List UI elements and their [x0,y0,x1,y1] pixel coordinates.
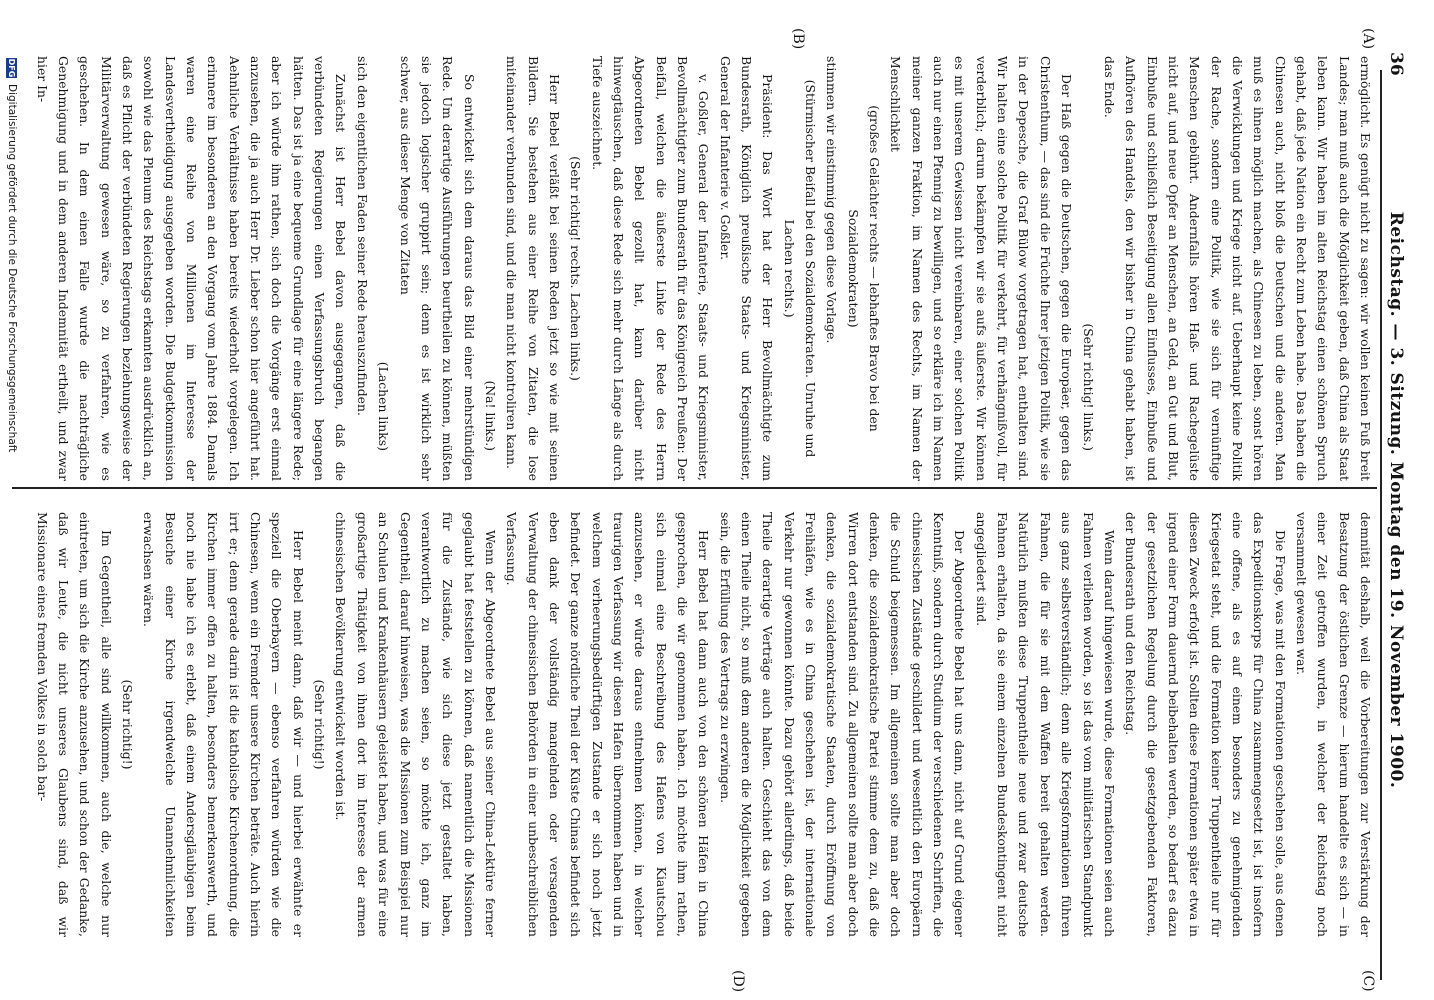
paragraph: ermöglicht. Es genügt nicht zu sagen: wir wollen keinen Fuß breit Landes; man muß auch die Möglichkeit geben, daß China als Staat leben kann. Wir haben im alten Reichstag einen schönen Spruch gehabt, daß jede Nation ein Recht zum Leben habe. Das haben die Chinesen auch, nicht bloß die Deutschen und die anderen. Man muß es ihnen möglich machen, als Chinesen zu leben, sonst hören die Verwicklungen und Kriege nicht auf. Ueberhaupt keine Politik der Rache, sondern eine Politik, wie sie sich für vernünftige Menschen gebührt. Andernfalls hören Haß- und Rachegelüste nicht auf, und neue Opfer an Menschen, an Geld, an Gut und Blut, Einbuße und schließlich Beseitigung allen Einflusses, Einbuße und Aufhören des Handels, den wir bisher in China gehabt haben, ist das Ende. [1101,56,1373,481]
margin-mark-d: (D) [730,970,746,993]
paragraph: Im Gegentheil, alle sind willkommen, auch die, welche nur eintreten, um sich die Kirche anzusehen, und schon der Gedanke, daß wir Leute, die nicht unseres Glaubens sind, daß wir Missionare eines fremden Volkes in solch bar- [34,512,114,937]
paragraph: Wenn darauf hingewiesen wurde, diese Formationen seien auch Fahnen verliehen worden, so ist das vom militärischen Standpunkt aus ganz selbstverständlich; denn alle Kriegsformationen führen Fahnen, die für sie mit dem Waffen bereit gehalten werden. Natürlich mußten diese Truppentheile neue und zwar deutsche Fahnen erhalten, da sie einem einzelnen Bundeskontingent nicht angegliedert sind. [973,512,1117,937]
paragraph: sich den eigentlichen Faden seiner Rede herauszufinden. [354,56,370,416]
paragraph: Der Haß gegen die Deutschen, gegen die Europäer, gegen das Christenthum, — das sind die Früchte Ihrer jetzigen Politik, wie sie in der Depesche, die Graf Bülow vorgetragen hat, enthalten sind. Wir halten eine solche Politik für verkehrt, für verhängnißvoll, für verderblich; darum bekämpfen wir sie aufs äußerste. Wir können es mit unserem Gewissen nicht vereinbaren, einer solchen Politik auch nur einen Pfennig zu bewilligen, und so erkläre ich im Namen meiner ganzen Fraktion, im Namen des Rechts, im Namen der Menschlichkeit [888,56,1075,481]
paragraph: Herr Bebel hat dann auch von den schönen Häfen in China gesprochen, die wir genommen haben. Ich möchte ihm rathen, sich einmal eine Beschreibung des Hafens von Kiautschou anzusehen, er würde daraus entnehmen können, in welcher traurigen Verfassung wir diesen Hafen übernommen haben und in welchem verheerungsbedürftigen Zustande er sich noch jetzt befindet. Der ganze nördliche Theil der Küste Chinas befindet sich eben dank der vollständig mangelnden oder versagenden Verwaltung der chinesischen Behörden in einer unbeschreiblichen Verfassung. [504,512,712,937]
paragraph: So entwickelt sich dem daraus das Bild einer mehrstündigen Rede. Um derartige Ausführungen beurtheilen zu können, müßten sie jedoch logischer gruppirt sein; denn es ist wirklich sehr schwer, aus dieser Menge von Zitaten [397,56,477,481]
speaker-paragraph: Präsident: Das Wort hat der Herr Bevollmächtigte zum Bundesrath, Königlich preußische Staats- und Kriegsminister, General der Infanterie v. Goßler. [717,56,776,481]
margin-mark-c: (C) [1360,970,1376,992]
interjection: (Sehr richtig!) [312,679,328,770]
interjection: (Sehr richtig! links.) [1080,323,1096,451]
interjection: (Stürmischer Beifall bei den Sozialdemokraten. Unruhe und Lachen rechts.) [781,79,819,458]
paragraph: Wenn der Abgeordnete Bebel aus seiner China-Lektüre ferner geglaubt hat feststellen zu können, daß namentlich die Missionen für die Zustände, wie sich diese jetzt gestaltet haben, verantwortlich zu machen seien, so möchte ich, ganz im Gegentheil, darauf hinweisen, was die Missionen zum Beispiel nur an Schulen und Krankenhäusern geleistet haben, und was für eine großartige Thätigkeit von ihnen dort im Interesse der armen chinesischen Bevölkerung entwickelt worden ist. [333,512,498,937]
interjection: (Na! links.) [482,380,498,451]
paragraph: demnität deshalb, weil die Vorbereitungen zur Verstärkung der Besatzung der östlichen Grenze — hierum handelte es sich — in einer Zeit getroffen wurden, in welcher der Reichstag noch versammelt gewesen war. [1293,512,1373,937]
left-column [31,56,1376,481]
dfg-logo-icon: DFG [7,58,17,78]
paragraph: Herr Bebel meint dann, daß wir — und hierbei erwähnte er speziell die Oberbayern — ebenso verfahren würden wie die Chinesen, wenn ein Fremder unsere Kirchen beträte. Auch hierin irrt er; denn gerade darin ist die katholische Kirchenordnung, die Kirchen immer offen zu halten, besonders bemerkenswerth, und noch nie habe ich es erlebt, daß einem Andersgläubigen beim Besuche einer Kirche irgendwelche Unannehmlichkeiten erwachsen wären. [141,512,306,937]
interjection: (Lachen links) [376,361,392,451]
credit-text: Digitalisierung gefördert durch die Deutsche Forschungsgemeinschaft [6,84,18,453]
column-divider [12,487,1377,489]
interjection: (Sehr richtig!) [120,679,136,770]
running-title: Reichstag. — 3. Sitzung. Montag den 19. November 1900. [1386,211,1406,789]
paragraph: Herr Bebel verläßt bei seinen Reden jetzt so wie mit seinen Bildern. Sie bestehen aus einer Reihe von Zitaten, die lose miteinander verbunden sind, und die man nicht kontroliren kann. [504,56,562,481]
paragraph: Der Abgeordnete Bebel hat uns dann, nicht auf Grund eigener Kenntniß, sondern durch Studium der verschiedenen Schriften, die chinesischen Zustände geschildert und wesentlich den Europäern die Schuld beigemessen. Im allgemeinen sollte man aber doch denken, die sozialdemokratische Partei stimme dem zu, daß die Wirren dort entstanden sind. Zu allgemeinen sollte man aber doch denken, die sozialdemokratische Staaten, durch Eröffnung von Freihäfen, wie es in China geschehen ist, der internationale Verkehr nur gewonnen könnte. Dazu gehört allerdings, daß beide Theile derartige Verträge auch halten. Geschieht das von dem einen Theile nicht, so muß dem anderen die Möglichkeit gegeben sein, die Erfüllung des Vertrags zu erzwingen. [717,512,968,937]
paragraph: stimmen wir einstimmig gegen diese Vorlage. [824,56,840,344]
right-column [31,512,1376,937]
interjection: (Sehr richtig! rechts. Lachen links.) [568,156,584,381]
margin-mark-b: (B) [790,28,806,50]
digitization-credit [2,58,22,998]
paragraph: Zunächst ist Herr Bebel davon ausgegangen, daß die verbündeten Regierungen einen Verfassungsbruch begangen hätten. Das ist ja eine bequeme Grundlage für eine längere Rede; aber ich würde ihm rathen, sich doch die Vorgänge erst einmal anzusehen, die ja auch Herr Dr. Lieber schon hier angeführt hat. Aehnliche Verhältnisse haben bereits wiederholt vorgelegen. Ich erinnere im besonderen an den Vorgang vom Jahre 1884. Damals waren eine Reihe von Millionen im Interesse der Landesvertheidigung ausgegeben worden. Die Budgetkommission sowohl wie das Plenum des Reichstags erkannten ausdrücklich an, daß es Pflicht der verbündeten Regierungen beziehungsweise der Militärverwaltung gewesen wäre, so zu verfahren, wie es geschehen. In dem einen Falle wurde die nachträgliche Genehmigung und in dem anderen Indemnität ertheilt, und zwar hier In- [34,56,349,481]
paragraph: Die Frage, was mit den Formationen geschehen solle, aus denen das Expeditionskorps für China zusammengesetzt ist, ist insofern eine offene, als es auf einem besonders zu genehmigenden Kriegsetat steht, und die Formation keiner Truppentheile nur für diesen Zweck erfolgt ist. Sollten diese Formationen später etwa in irgend einer Form dauernd beibehalten werden, so bedarf es dazu der gesetzlichen Regelung durch die gesetzgebenden Faktoren, der Bundesrath und den Reichstag. [1123,512,1288,937]
speaker-paragraph: v. Goßler, General der Infanterie, Staats- und Kriegsminister, Bevollmächtigter zum Bundesrath für das Königreich Preußen: Der Beifall, welchen die äußerste Linke der Rede des Herrn Abgeordneten Bebel gezollt hat, kann darüber nicht hinwegtäuschen, daß diese Rede sich mehr durch Länge als durch Tiefe auszeichnet. [589,56,712,481]
header-rule [1380,70,1382,980]
interjection: (großes Gelächter rechts — lebhaftes Bravo bei den Sozialdemokraten) [845,105,883,432]
margin-mark-a: (A) [1360,28,1376,50]
page-number: 36 [1386,52,1406,76]
